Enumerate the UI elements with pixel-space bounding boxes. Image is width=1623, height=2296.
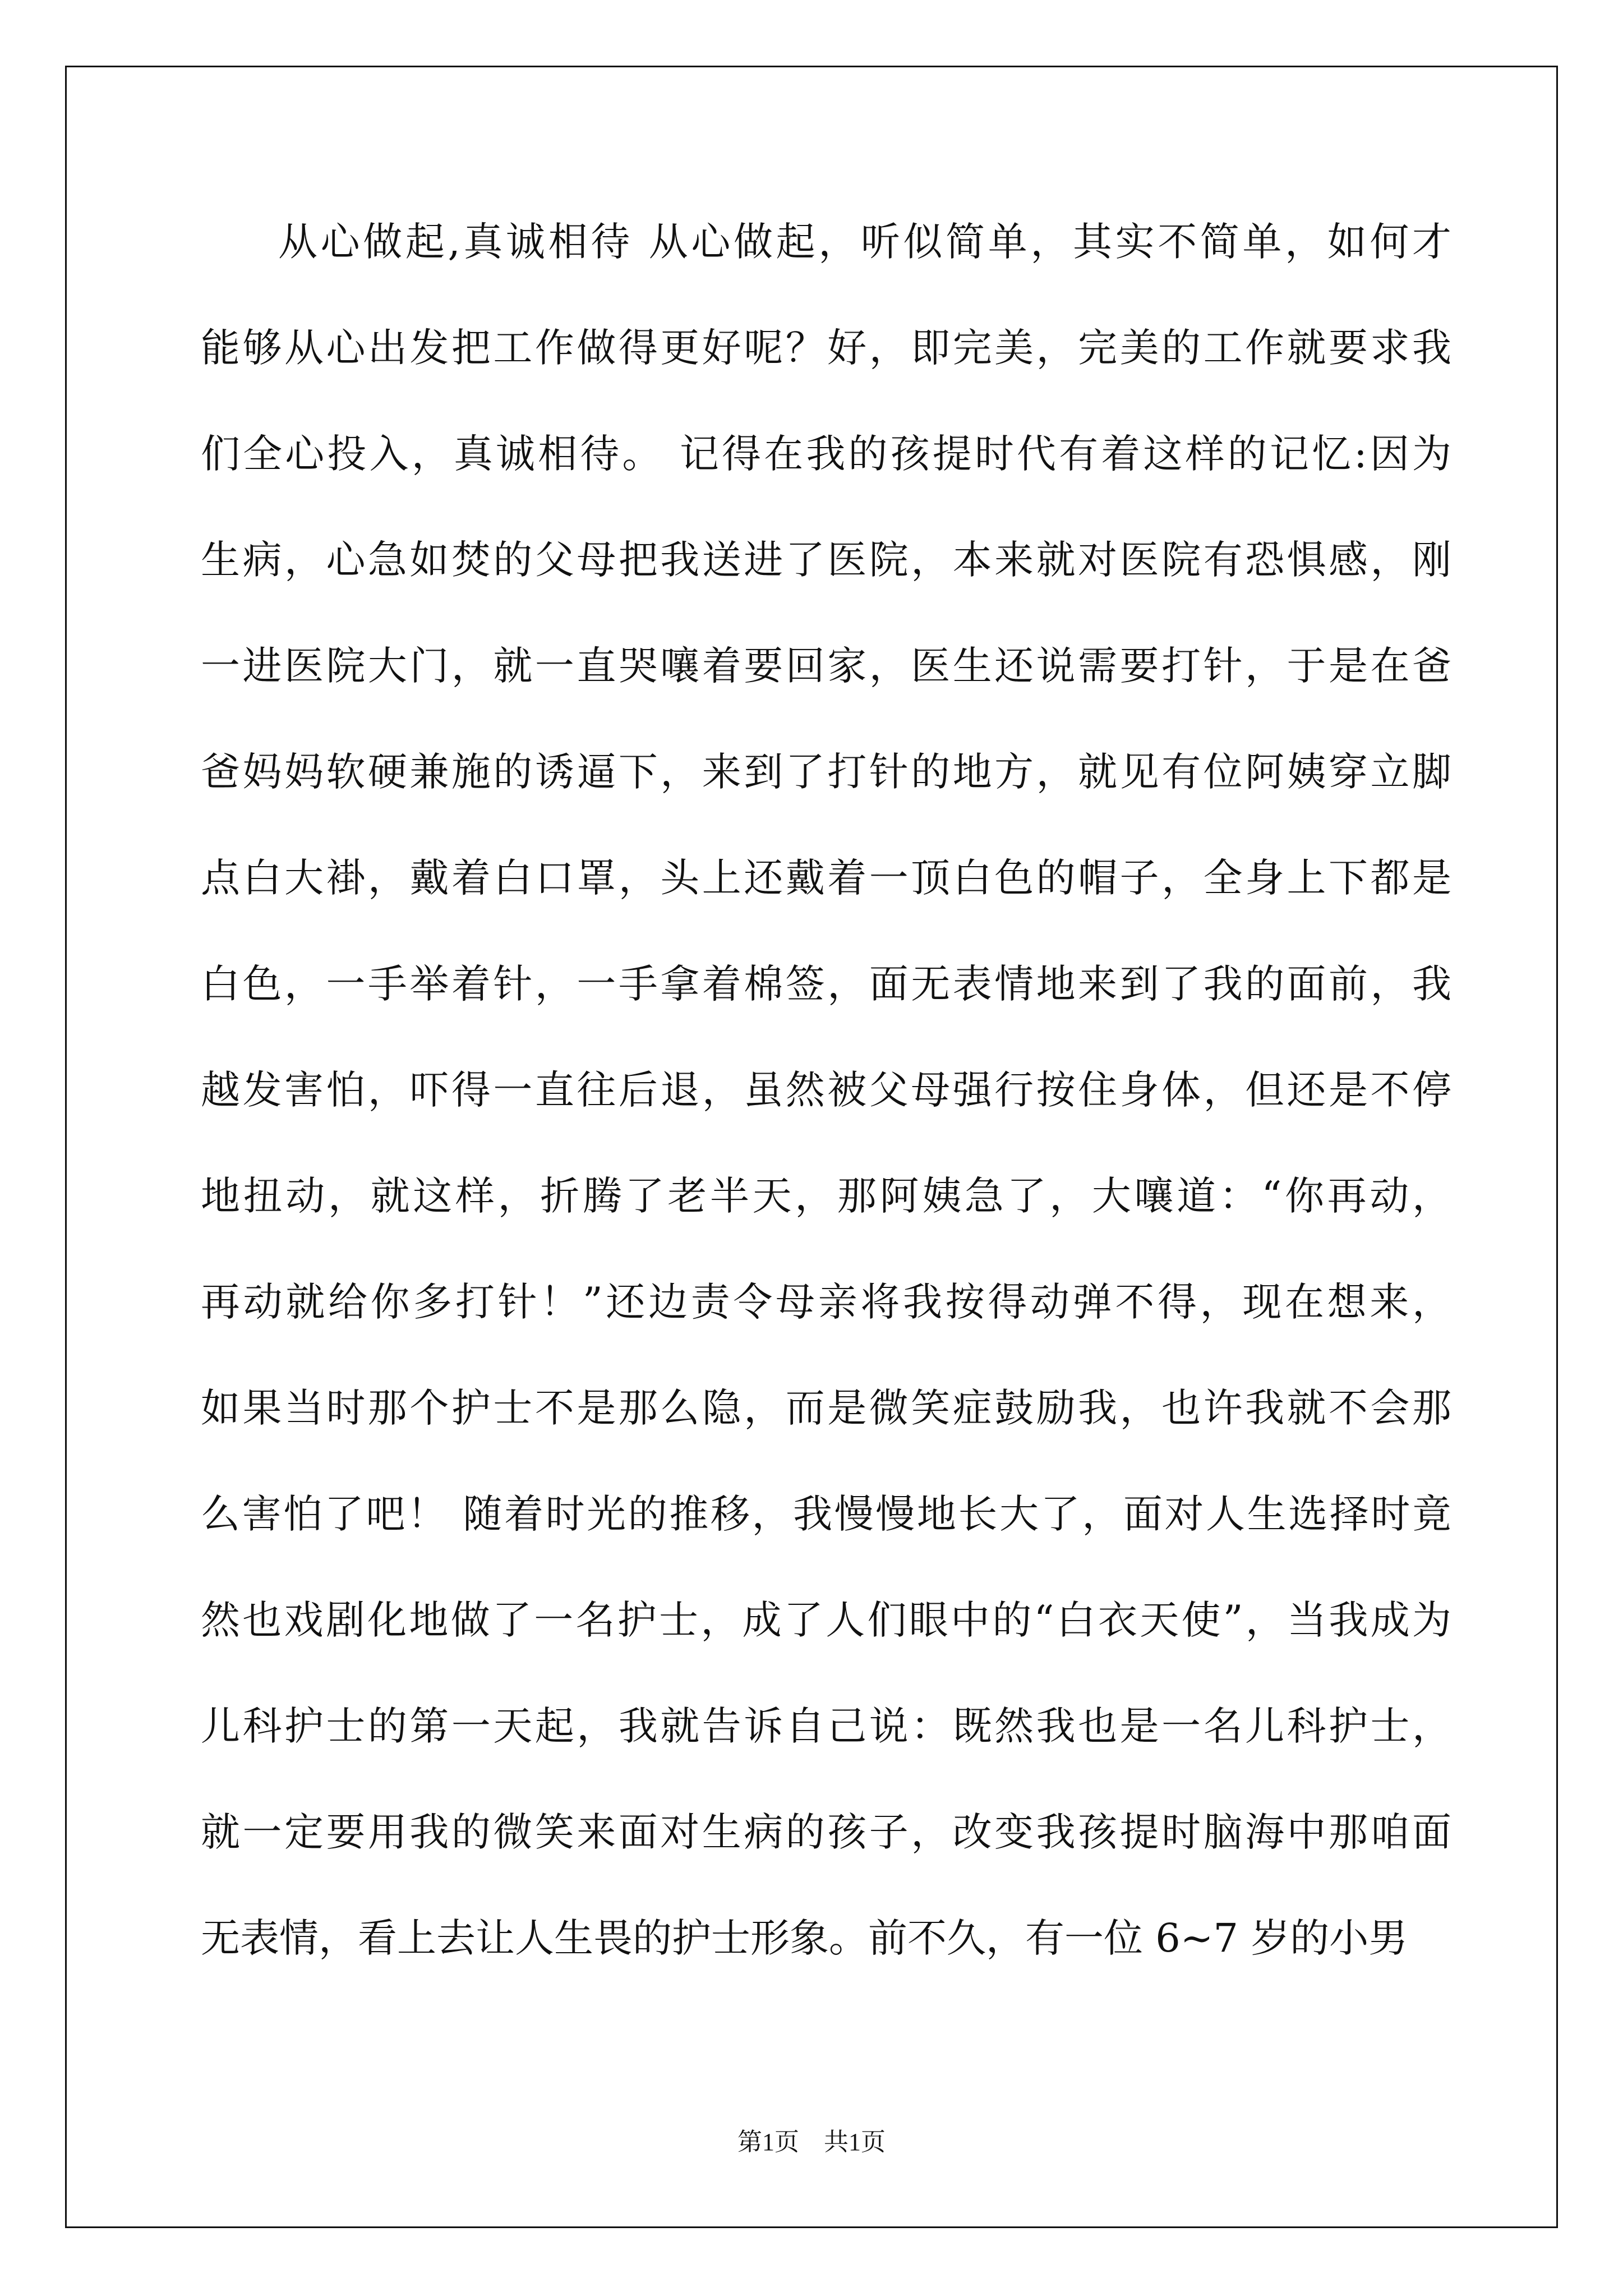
text-line: 如果当时那个护士不是那么隐，而是微笑症鼓励我，也许我就不会那 (201, 1385, 1451, 1431)
text-line: 能够从心出发把工作做得更好呢？好，即完美，完美的工作就要求我 (201, 325, 1451, 371)
text-line: 然也戏剧化地做了一名护士，成了人们眼中的“白衣天使”，当我成为 (201, 1597, 1451, 1643)
text-line: 们全心投入，真诚相待。 记得在我的孩提时代有着这样的记忆:因为 (201, 431, 1451, 477)
document-body (201, 210, 1451, 2013)
text-line: 越发害怕，吓得一直往后退，虽然被父母强行按住身体，但还是不停 (201, 1067, 1451, 1113)
text-line: 一进医院大门，就一直哭嚷着要回家，医生还说需要打针，于是在爸 (201, 643, 1451, 689)
text-line: 点白大褂，戴着白口罩，头上还戴着一顶白色的帽子，全身上下都是 (201, 855, 1451, 901)
text-line: 白色，一手举着针，一手拿着棉签，面无表情地来到了我的面前，我 (201, 961, 1451, 1007)
text-line: 从心做起,真诚相待 从心做起，听似简单，其实不简单，如何才 (278, 219, 1451, 265)
text-line: 地扭动，就这样，折腾了老半天，那阿姨急了，大嚷道：“你再动， (201, 1173, 1451, 1219)
text-line: 无表情，看上去让人生畏的护士形象。前不久，有一位 6~7 岁的小男 (201, 1915, 1408, 1961)
text-line: 儿科护士的第一天起，我就告诉自己说：既然我也是一名儿科护士， (201, 1703, 1451, 1749)
text-line: 就一定要用我的微笑来面对生病的孩子，改变我孩提时脑海中那咱面 (201, 1809, 1451, 1855)
text-line: 再动就给你多打针！”还边责令母亲将我按得动弹不得，现在想来， (201, 1279, 1451, 1325)
text-line: 生病，心急如焚的父母把我送进了医院，本来就对医院有恐惧感，刚 (201, 537, 1451, 583)
text-line: 爸妈妈软硬兼施的诱逼下，来到了打针的地方，就见有位阿姨穿立脚 (201, 749, 1451, 795)
text-line: 么害怕了吧！ 随着时光的推移，我慢慢地长大了，面对人生选择时竟 (201, 1491, 1451, 1537)
page-number-footer: 第1页 共1页 (737, 2128, 886, 2156)
